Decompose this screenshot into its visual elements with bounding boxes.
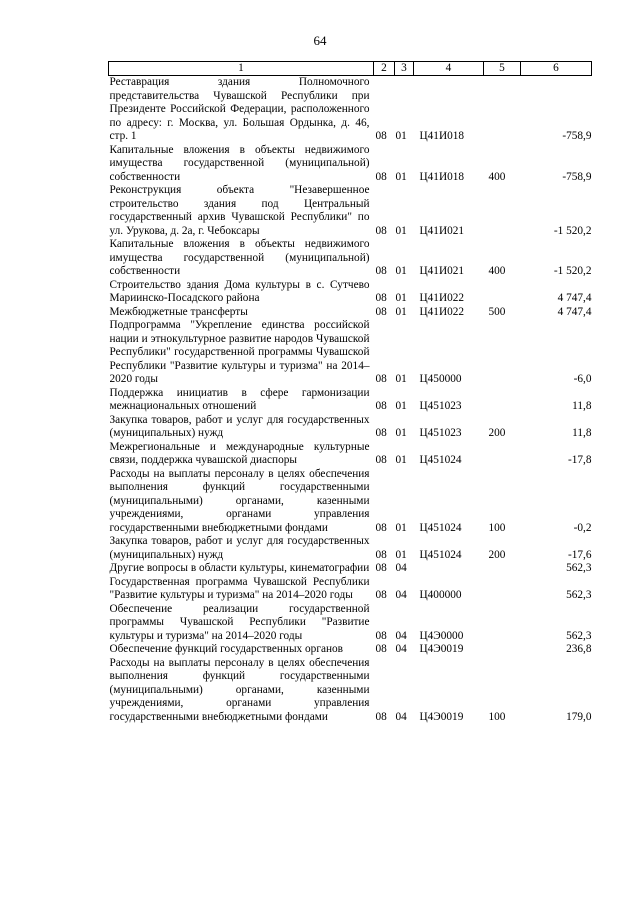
row-expense-type: 500 bbox=[488, 305, 506, 318]
row-section: 08 bbox=[375, 373, 387, 385]
header-row bbox=[109, 62, 592, 76]
table-row bbox=[109, 657, 592, 725]
table-row bbox=[109, 414, 592, 441]
budget-table bbox=[108, 61, 592, 724]
table-row bbox=[109, 441, 592, 468]
row-name: Расходы на выплаты персоналу в целях обеспечения выполнения функций государственными (муниципальными) органами, казенными учреждениями, органами управления государственными внебюджетными фондами bbox=[109, 467, 370, 534]
row-subsection: 01 bbox=[395, 373, 407, 385]
row-amount: -758,9 bbox=[562, 130, 592, 142]
row-section: 08 bbox=[375, 521, 387, 534]
table-row bbox=[109, 468, 592, 536]
row-name: Закупка товаров, работ и услуг для государственных (муниципальных) нужд bbox=[109, 535, 370, 561]
table-row bbox=[109, 319, 592, 387]
row-expense-type: 400 bbox=[488, 265, 506, 277]
row-target-article: Ц41И018 bbox=[419, 170, 465, 183]
row-target-article: Ц41И022 bbox=[419, 292, 465, 304]
row-name: Обеспечение реализации государственной программы Чувашской Республики "Развитие культуры и туризма" на 2014–2020 годы bbox=[109, 602, 370, 642]
row-amount: 4 747,4 bbox=[557, 292, 592, 304]
row-subsection: 04 bbox=[395, 643, 407, 655]
table-row bbox=[109, 535, 592, 562]
row-name: Закупка товаров, работ и услуг для государственных (муниципальных) нужд bbox=[109, 413, 370, 439]
row-expense-type bbox=[484, 562, 521, 576]
row-section: 08 bbox=[375, 400, 387, 412]
row-section: 08 bbox=[375, 629, 387, 642]
row-section: 08 bbox=[375, 170, 387, 183]
row-name: Другие вопросы в области культуры, кинематографии bbox=[109, 562, 370, 574]
row-section: 08 bbox=[375, 292, 387, 304]
row-expense-type: 200 bbox=[488, 427, 506, 439]
row-expense-type: 100 bbox=[488, 521, 506, 534]
row-target-article: Ц41И021 bbox=[419, 265, 465, 277]
row-amount: -1 520,2 bbox=[553, 224, 592, 237]
row-section: 08 bbox=[375, 589, 387, 601]
row-target-article: Ц41И018 bbox=[419, 130, 465, 142]
row-amount: -758,9 bbox=[562, 170, 592, 183]
row-amount: 11,8 bbox=[572, 400, 592, 412]
page-number: 64 bbox=[313, 33, 327, 48]
row-amount: -0,2 bbox=[573, 521, 592, 534]
row-amount: 11,8 bbox=[572, 427, 592, 439]
row-amount: -1 520,2 bbox=[553, 265, 592, 277]
row-section: 08 bbox=[375, 710, 387, 723]
table-row bbox=[109, 387, 592, 414]
row-amount: 562,3 bbox=[566, 562, 592, 574]
row-subsection: 01 bbox=[395, 170, 407, 183]
header-col-4: 4 bbox=[414, 62, 484, 76]
row-section: 08 bbox=[375, 265, 387, 277]
row-subsection: 04 bbox=[395, 710, 407, 723]
table-row bbox=[109, 76, 592, 144]
table-row bbox=[109, 306, 592, 320]
row-amount: 4 747,4 bbox=[557, 305, 592, 318]
row-section: 08 bbox=[375, 427, 387, 439]
row-section: 08 bbox=[375, 130, 387, 142]
row-name: Капитальные вложения в объекты недвижимого имущества государственной (муниципальной) собственности bbox=[109, 143, 370, 183]
row-name: Реконструкция объекта "Незавершенное строительство здания под Центральный государственный архив Чувашской Республики" по ул. Урукова, д. 2а, г. Чебоксары bbox=[109, 184, 370, 237]
row-subsection: 04 bbox=[395, 629, 407, 642]
row-name: Государственная программа Чувашской Республики "Развитие культуры и туризма" на 2014–2020 годы bbox=[109, 575, 370, 601]
row-subsection: 01 bbox=[395, 521, 407, 534]
row-amount: -17,8 bbox=[567, 454, 592, 466]
row-name: Строительство здания Дома культуры в с. Сутчево Мариинско-Посадского района bbox=[109, 278, 370, 304]
row-target-article bbox=[414, 562, 484, 576]
table-row bbox=[109, 603, 592, 644]
row-subsection: 04 bbox=[395, 589, 407, 601]
row-section: 08 bbox=[375, 548, 387, 561]
row-expense-type bbox=[484, 643, 521, 657]
row-target-article: Ц4Э0000 bbox=[419, 629, 464, 642]
table-row bbox=[109, 279, 592, 306]
row-section: 08 bbox=[375, 305, 387, 318]
row-target-article: Ц41И022 bbox=[419, 305, 465, 318]
row-amount: -6,0 bbox=[573, 373, 592, 385]
row-section: 08 bbox=[375, 454, 387, 466]
header-col-2: 2 bbox=[374, 62, 395, 76]
table-row bbox=[109, 144, 592, 185]
row-target-article: Ц400000 bbox=[419, 589, 462, 601]
row-name: Межбюджетные трансферты bbox=[109, 305, 248, 318]
header-col-3: 3 bbox=[395, 62, 414, 76]
row-subsection: 01 bbox=[395, 548, 407, 561]
row-amount: 236,8 bbox=[566, 643, 592, 655]
row-subsection: 01 bbox=[395, 305, 407, 318]
row-section: 08 bbox=[375, 643, 387, 655]
row-name: Обеспечение функций государственных органов bbox=[109, 643, 344, 655]
row-target-article: Ц4Э0019 bbox=[419, 643, 464, 655]
row-expense-type bbox=[484, 441, 521, 468]
row-subsection: 01 bbox=[395, 400, 407, 412]
table-row bbox=[109, 576, 592, 603]
row-target-article: Ц450000 bbox=[419, 373, 462, 385]
table-row bbox=[109, 238, 592, 279]
row-expense-type bbox=[484, 387, 521, 414]
table-row bbox=[109, 562, 592, 576]
row-expense-type: 200 bbox=[488, 548, 506, 561]
row-amount: 562,3 bbox=[566, 629, 592, 642]
row-target-article: Ц451024 bbox=[419, 548, 462, 561]
row-amount: 179,0 bbox=[566, 710, 592, 723]
row-name: Поддержка инициатив в сфере гармонизации межнациональных отношений bbox=[109, 386, 370, 412]
row-expense-type bbox=[484, 76, 521, 144]
row-expense-type bbox=[484, 319, 521, 387]
row-name: Реставрация здания Полномочного представительства Чувашской Республики при Президенте Российской Федерации, расположенного по адресу: г. Москва, ул. Большая Ордынка, д. 46, стр. 1 bbox=[109, 76, 370, 142]
row-expense-type bbox=[484, 576, 521, 603]
row-expense-type: 100 bbox=[488, 710, 506, 723]
row-subsection: 01 bbox=[395, 265, 407, 277]
row-name: Капитальные вложения в объекты недвижимого имущества государственной (муниципальной) собственности bbox=[109, 238, 370, 277]
header-col-1: 1 bbox=[109, 62, 374, 76]
row-subsection: 01 bbox=[395, 292, 407, 304]
row-target-article: Ц451023 bbox=[419, 400, 462, 412]
row-name: Межрегиональные и международные культурные связи, поддержка чувашской диаспоры bbox=[109, 440, 370, 466]
row-target-article: Ц451024 bbox=[419, 521, 462, 534]
row-expense-type bbox=[484, 603, 521, 644]
row-expense-type: 400 bbox=[488, 170, 506, 183]
row-subsection: 01 bbox=[395, 130, 407, 142]
table-row bbox=[109, 643, 592, 657]
row-expense-type bbox=[484, 279, 521, 306]
row-section: 08 bbox=[375, 562, 387, 574]
row-section: 08 bbox=[375, 224, 387, 237]
row-expense-type bbox=[484, 184, 521, 238]
header-col-6: 6 bbox=[521, 62, 592, 76]
row-subsection: 01 bbox=[395, 427, 407, 439]
header-col-5: 5 bbox=[484, 62, 521, 76]
row-subsection: 01 bbox=[395, 454, 407, 466]
row-subsection: 04 bbox=[395, 562, 407, 574]
row-amount: 562,3 bbox=[566, 589, 592, 601]
row-target-article: Ц451024 bbox=[419, 454, 462, 466]
table-row bbox=[109, 184, 592, 238]
row-name: Расходы на выплаты персоналу в целях обеспечения выполнения функций государственными (муниципальными) органами, казенными учреждениями, органами управления государственными внебюджетными фондами bbox=[109, 656, 370, 723]
row-amount: -17,6 bbox=[567, 548, 592, 561]
row-subsection: 01 bbox=[395, 224, 407, 237]
row-target-article: Ц4Э0019 bbox=[419, 710, 464, 723]
row-target-article: Ц451023 bbox=[419, 427, 462, 439]
row-name: Подпрограмма "Укрепление единства российской нации и этнокультурное развитие народов Чувашской Республики" государственной программы Чувашской Республики "Развитие культуры и туризма" на 2014–2020 годы bbox=[109, 319, 370, 385]
row-target-article: Ц41И021 bbox=[419, 224, 465, 237]
